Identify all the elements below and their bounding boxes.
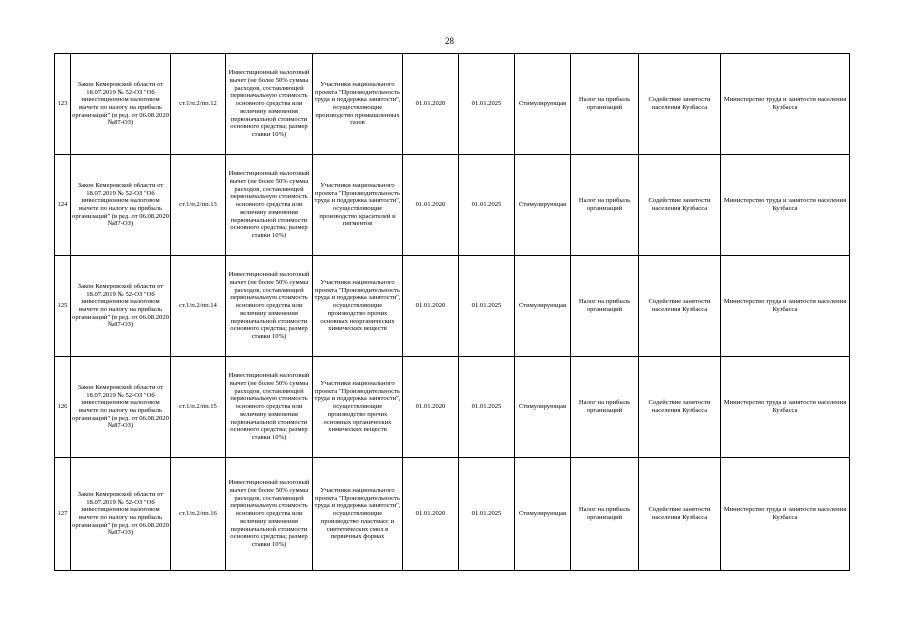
table-row [55,54,850,155]
curator-ministry: Министерство труда и занятости населения Кузбасса [721,155,850,256]
table-row [55,155,850,256]
article-reference: ст.1/п.2/пп.13 [171,155,226,256]
tax-name: Налог на прибыль организаций [571,256,639,357]
table-row [55,458,850,571]
benefit-description: Инвестиционный налоговый вычет (не более 50% суммы расходов, составляющей первоначальную стоимость основного средства или величину изменения первоначальной стоимости основного средства; размер ставки 10%) [226,256,313,357]
recipients: Участники национального проекта "Производительность труда и поддержка занятости", осуществляющие производство прочих основных неорганических химических веществ [313,256,403,357]
program-goal: Содействие занятости населения Кузбасса [639,458,721,571]
tax-benefits-table [54,53,850,571]
page-number: 28 [445,36,454,46]
date-from: 01.01.2020 [403,357,459,458]
date-to: 01.01.2025 [459,458,515,571]
program-goal: Содействие занятости населения Кузбасса [639,357,721,458]
article-reference: ст.1/п.2/пп.16 [171,458,226,571]
benefit-description: Инвестиционный налоговый вычет (не более 50% суммы расходов, составляющей первоначальную стоимость основного средства или величину изменения первоначальной стоимости основного средства; размер ставки 10%) [226,357,313,458]
date-to: 01.01.2025 [459,256,515,357]
tax-name: Налог на прибыль организаций [571,458,639,571]
date-from: 01.01.2020 [403,256,459,357]
law-reference: Закон Кемеровской области от 18.07.2019 № 52-ОЗ "Об инвестиционном налоговом вычете по налогу на прибыль организаций" (в ред. от 06.08.2020 №87-ОЗ) [71,357,171,458]
tax-name: Налог на прибыль организаций [571,155,639,256]
date-to: 01.01.2025 [459,54,515,155]
date-from: 01.01.2020 [403,155,459,256]
benefit-description: Инвестиционный налоговый вычет (не более 50% суммы расходов, составляющей первоначальную стоимость основного средства или величину изменения первоначальной стоимости основного средства; размер ставки 10%) [226,54,313,155]
tax-name: Налог на прибыль организаций [571,357,639,458]
benefit-type: Стимулирующая [515,458,571,571]
date-from: 01.01.2020 [403,458,459,571]
benefit-type: Стимулирующая [515,256,571,357]
article-reference: ст.1/п.2/пп.15 [171,357,226,458]
law-reference: Закон Кемеровской области от 18.07.2019 № 52-ОЗ "Об инвестиционном налоговом вычете по налогу на прибыль организаций" (в ред. от 06.08.2020 №87-ОЗ) [71,458,171,571]
article-reference: ст.1/п.2/пп.14 [171,256,226,357]
recipients: Участники национального проекта "Производительность труда и поддержка занятости", осуществляющие производство промышленных газов [313,54,403,155]
recipients: Участники национального проекта "Производительность труда и поддержка занятости", осуществляющие производство пластмасс и синтетических смол в первичных формах [313,458,403,571]
curator-ministry: Министерство труда и занятости населения Кузбасса [721,54,850,155]
table-row [55,357,850,458]
row-number: 126 [55,357,71,458]
tax-name: Налог на прибыль организаций [571,54,639,155]
law-reference: Закон Кемеровской области от 18.07.2019 № 52-ОЗ "Об инвестиционном налоговом вычете по налогу на прибыль организаций" (в ред. от 06.08.2020 №87-ОЗ) [71,256,171,357]
curator-ministry: Министерство труда и занятости населения Кузбасса [721,256,850,357]
date-to: 01.01.2025 [459,155,515,256]
table-row [55,256,850,357]
recipients: Участники национального проекта "Производительность труда и поддержка занятости", осуществляющие производство красителей и пигментов [313,155,403,256]
program-goal: Содействие занятости населения Кузбасса [639,256,721,357]
date-from: 01.01.2020 [403,54,459,155]
law-reference: Закон Кемеровской области от 18.07.2019 № 52-ОЗ "Об инвестиционном налоговом вычете по налогу на прибыль организаций" (в ред. от 06.08.2020 №87-ОЗ) [71,155,171,256]
curator-ministry: Министерство труда и занятости населения Кузбасса [721,458,850,571]
article-reference: ст.1/п.2/пп.12 [171,54,226,155]
benefit-type: Стимулирующая [515,54,571,155]
row-number: 123 [55,54,71,155]
curator-ministry: Министерство труда и занятости населения Кузбасса [721,357,850,458]
row-number: 125 [55,256,71,357]
law-reference: Закон Кемеровской области от 18.07.2019 № 52-ОЗ "Об инвестиционном налоговом вычете по налогу на прибыль организаций" (в ред. от 06.08.2020 №87-ОЗ) [71,54,171,155]
date-to: 01.01.2025 [459,357,515,458]
benefit-description: Инвестиционный налоговый вычет (не более 50% суммы расходов, составляющей первоначальную стоимость основного средства или величину изменения первоначальной стоимости основного средства; размер ставки 10%) [226,155,313,256]
program-goal: Содействие занятости населения Кузбасса [639,155,721,256]
row-number: 127 [55,458,71,571]
benefit-description: Инвестиционный налоговый вычет (не более 50% суммы расходов, составляющей первоначальную стоимость основного средства или величину изменения первоначальной стоимости основного средства; размер ставки 10%) [226,458,313,571]
row-number: 124 [55,155,71,256]
benefit-type: Стимулирующая [515,155,571,256]
program-goal: Содействие занятости населения Кузбасса [639,54,721,155]
recipients: Участники национального проекта "Производительность труда и поддержка занятости", осуществляющие производство прочих основных органических химических веществ [313,357,403,458]
benefit-type: Стимулирующая [515,357,571,458]
